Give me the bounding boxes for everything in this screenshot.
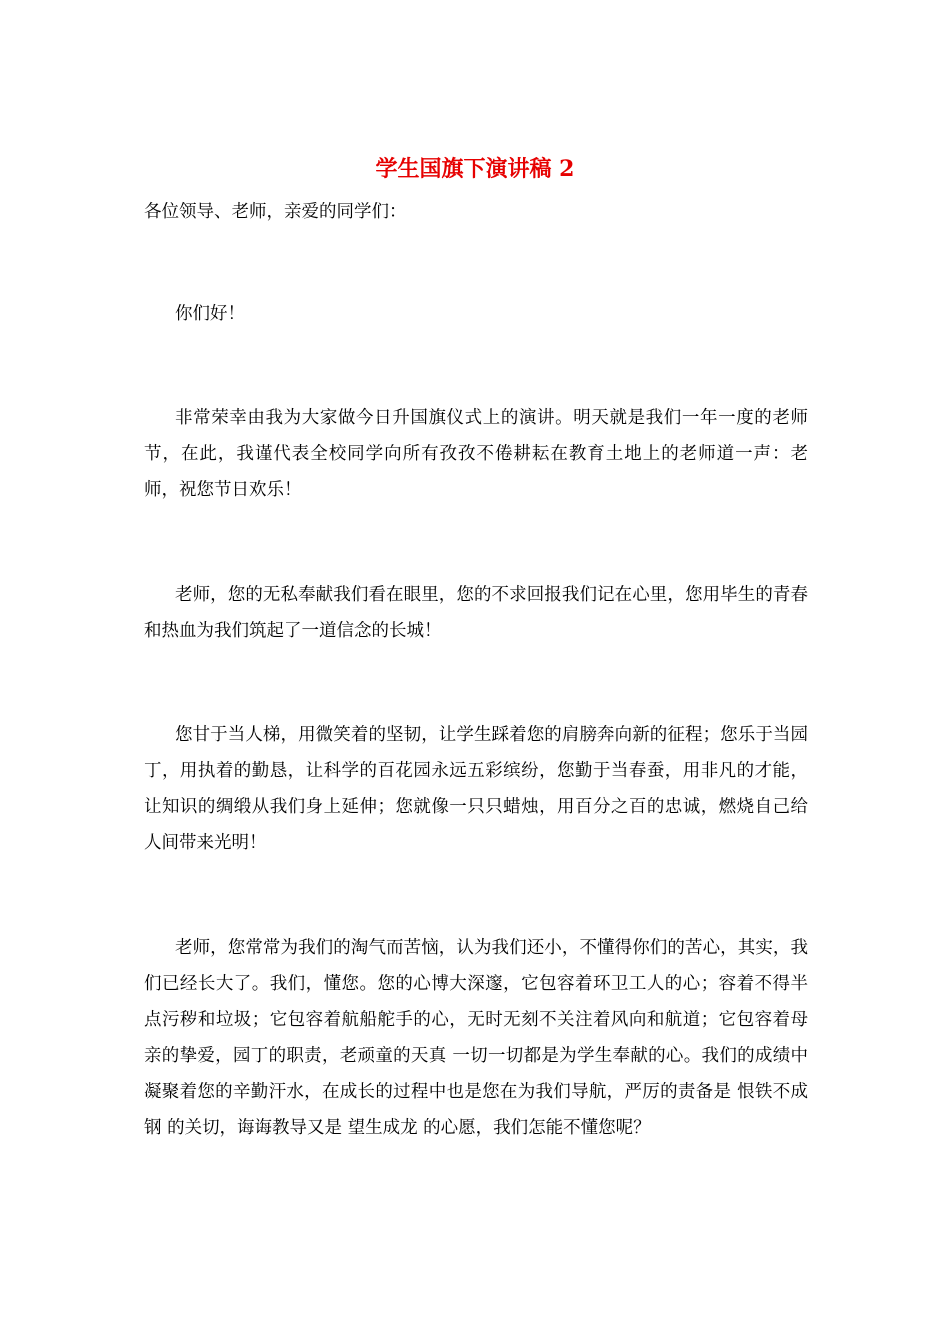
paragraph-dedication: 老师，您的无私奉献我们看在眼里，您的不求回报我们记在心里，您用毕生的青春和热血为我们筑起了一道信念的长城！: [144, 585, 808, 641]
paragraph-teachers-day: 非常荣幸由我为大家做今日升国旗仪式上的演讲。明天就是我们一年一度的老师节，在此，我谨代表全校同学向所有孜孜不倦耕耘在教育土地上的老师道一声：老师，祝您节日欢乐！: [144, 408, 808, 500]
document-title: 学生国旗下演讲稿 2: [375, 156, 575, 182]
paragraph-metaphors: 您甘于当人梯，用微笑着的坚韧，让学生踩着您的肩膀奔向新的征程；您乐于当园丁，用执着的勤恳，让科学的百花园永远五彩缤纷，您勤于当春蚕，用非凡的才能，让知识的绸缎从我们身上延伸；您就像一只只蜡烛，用百分之百的忠诚，燃烧自己给人间带来光明！: [144, 725, 808, 853]
paragraph-understanding: 老师，您常常为我们的淘气而苦恼，认为我们还小，不懂得你们的苦心，其实，我们已经长大了。我们，懂您。您的心博大深邃，它包容着环卫工人的心；容着不得半点污秽和垃圾；它包容着航船舵手的心，无时无刻不关注着风向和航道；它包容着母亲的挚爱，园丁的职责，老顽童的天真 一切一切都是为学生奉献的心。我们的成绩中凝聚着您的辛勤汗水，在成长的过程中也是您在为我们导航，严厉的责备是 恨铁不成钢 的关切，诲诲教导又是 望生成龙 的心愿，我们怎能不懂您呢？: [144, 938, 808, 1138]
paragraph-greeting: 你们好！: [175, 304, 245, 324]
salutation: 各位领导、老师，亲爱的同学们：: [144, 202, 407, 222]
